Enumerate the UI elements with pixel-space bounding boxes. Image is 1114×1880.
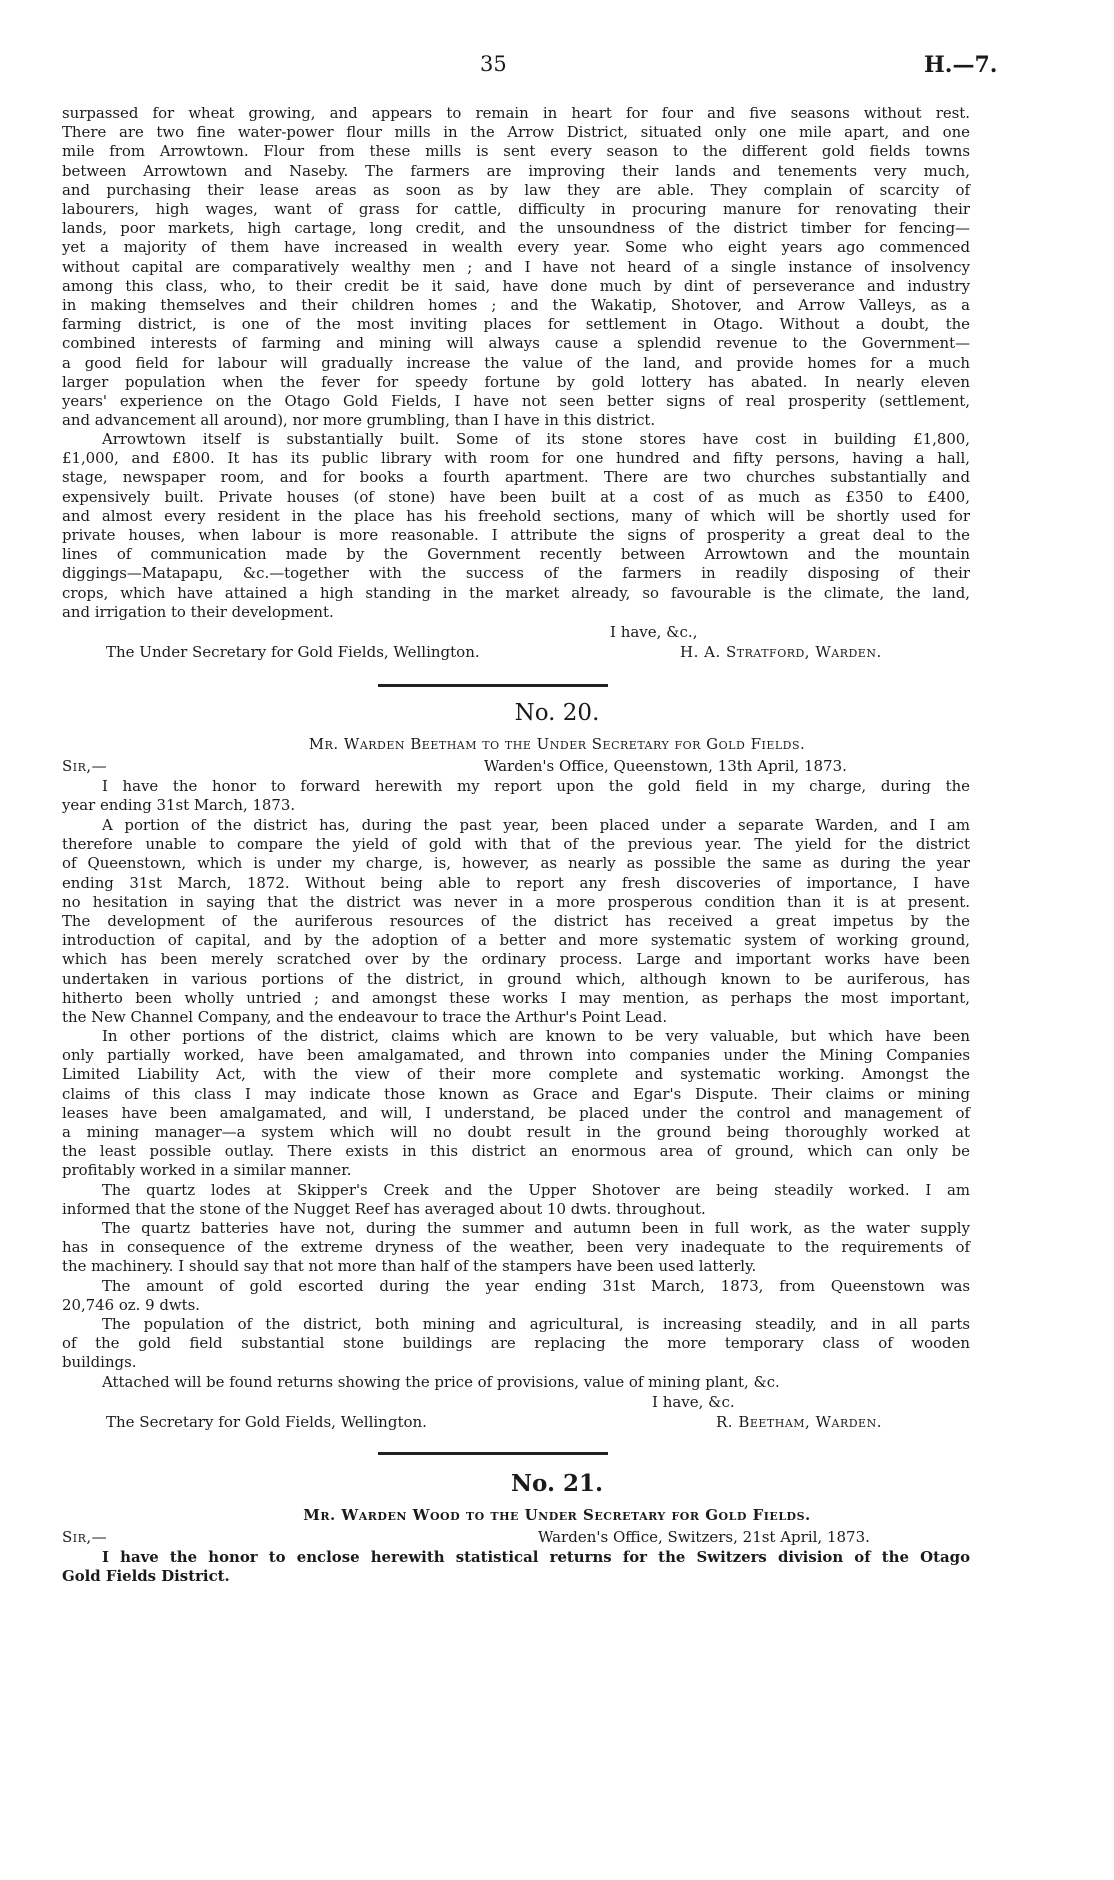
text-line: crops, which have attained a high standing in the market already, so favourable is the climate, the land, [62,583,970,602]
no20-paragraph-6 [62,1277,970,1315]
text-line: mile from Arrowtown. Flour from these mills is sent every season to the different gold fields towns [62,142,970,161]
no20-paragraph-5 [62,1219,970,1277]
text-line: labourers, high wages, want of grass for cattle, difficulty in procuring manure for renovating their [62,200,970,219]
text-line: yet a majority of them have increased in wealth every year. Some who eight years ago commenced [62,238,970,257]
text-line: I have the honor to forward herewith my report upon the gold field in my charge, during the [102,777,970,795]
text-line: private houses, when labour is more reasonable. I attribute the signs of prosperity a great deal to the [62,526,970,545]
text-line: The amount of gold escorted during the year ending 31st March, 1873, from Queenstown was [102,1277,970,1295]
text-line: a mining manager—a system which will no doubt result in the ground being thoroughly worked at [62,1123,970,1142]
salutation: Sir,— [62,1528,108,1546]
text-line: ending 31st March, 1872. Without being able to report any fresh discoveries of importance, I have [62,873,970,892]
text-line: farming district, is one of the most inviting places for settlement in Otago. Without a doubt, the [62,315,970,334]
text-line: and irrigation to their development. [62,602,334,621]
text-line: the machinery. I should say that not more than half of the stampers have been used latterly. [62,1257,757,1276]
text-line: Attached will be found returns showing the price of provisions, value of mining plant, &c. [102,1373,780,1391]
text-line: of the gold field substantial stone buildings are replacing the more temporary class of wooden [62,1334,970,1353]
text-line: therefore unable to compare the yield of gold with that of the previous year. The yield for the district [62,835,970,854]
no20-paragraph-7 [62,1315,970,1373]
text-line: years' experience on the Otago Gold Fields, I have not seen better signs of real prosperity (settlement, [62,392,970,411]
text-line: lines of communication made by the Government recently between Arrowtown and the mountain [62,545,970,564]
letter-heading: No. 21. [511,1470,603,1497]
section-divider [378,1452,608,1455]
signatory: R. Beetham, Warden. [716,1413,882,1431]
text-line: Arrowtown itself is substantially built. Some of its stone stores have cost in building £1,800, [102,430,970,448]
text-line: introduction of capital, and by the adoption of a better and more systematic system of working ground, [62,931,970,950]
addressee: The Secretary for Gold Fields, Wellington. [106,1413,427,1431]
text-line: I have the honor to enclose herewith statistical returns for the Switzers division of the Otago [102,1548,970,1566]
text-line: expensively built. Private houses (of stone) have been built at a cost of as much as £350 to £400, [62,487,970,506]
text-line: £1,000, and £800. It has its public library with room for one hundred and fifty persons, having a hall, [62,449,970,468]
text-line: profitably worked in a similar manner. [62,1161,352,1180]
intro-paragraph [62,104,970,430]
addressee: The Under Secretary for Gold Fields, Wellington. [106,643,480,661]
text-line: larger population when the fever for speedy fortune by gold lottery has abated. In nearly eleven [62,372,970,391]
text-line: between Arrowtown and Naseby. The farmers are improving their lands and tenements very much, [62,161,970,180]
text-line: In other portions of the district, claims which are known to be very valuable, but which have been [102,1027,970,1045]
no20-paragraph-3 [62,1027,970,1181]
text-line: buildings. [62,1353,137,1372]
text-line: The quartz lodes at Skipper's Creek and the Upper Shotover are being steadily worked. I am [102,1181,970,1199]
page-number: 35 [480,52,507,76]
arrowtown-paragraph [62,430,970,622]
sign-off: I have, &c. [652,1393,735,1411]
letter-subheading: Mr. Warden Wood to the Under Secretary for Gold Fields. [303,1506,811,1524]
section-divider [378,684,608,687]
text-line: stage, newspaper room, and for books a fourth apartment. There are two churches substantially and [62,468,970,487]
letter-heading: No. 20. [514,700,600,726]
office-date: Warden's Office, Switzers, 21st April, 1873. [538,1528,870,1546]
letter-subheading: Mr. Warden Beetham to the Under Secretary for Gold Fields. [308,735,806,753]
text-line: of Queenstown, which is under my charge, is, however, as nearly as possible the same as during the year [62,854,970,873]
text-line: and almost every resident in the place has his freehold sections, many of which will be shortly used for [62,506,970,525]
text-line: without capital are comparatively wealthy men ; and I have not heard of a single instance of insolvency [62,257,970,276]
text-line: informed that the stone of the Nugget Reef has averaged about 10 dwts. throughout. [62,1200,706,1219]
text-line: The development of the auriferous resources of the district has received a great impetus by the [62,912,970,931]
text-line: leases have been amalgamated, and will, I understand, be placed under the control and management of [62,1103,970,1122]
text-line: Limited Liability Act, with the view of their more complete and systematic working. Amongst the [62,1065,970,1084]
signatory: H. A. Stratford, Warden. [680,643,882,661]
text-line: among this class, who, to their credit be it said, have done much by dint of perseverance and industry [62,276,970,295]
text-line: The population of the district, both mining and agricultural, is increasing steadily, and in all parts [102,1315,970,1333]
text-line: and advancement all around), nor more grumbling, than I have in this district. [62,411,656,430]
text-line: lands, poor markets, high cartage, long credit, and the unsoundness of the district timber for fencing— [62,219,970,238]
no21-paragraph-1 [62,1548,970,1586]
office-date: Warden's Office, Queenstown, 13th April, 1873. [484,757,847,775]
text-line: a good field for labour will gradually increase the value of the land, and provide homes for a much [62,353,970,372]
text-line: year ending 31st March, 1873. [62,796,296,815]
text-line: The quartz batteries have not, during the summer and autumn been in full work, as the water supply [102,1219,970,1237]
text-line: in making themselves and their children homes ; and the Wakatip, Shotover, and Arrow Valleys, as a [62,296,970,315]
no20-paragraph-4 [62,1181,970,1219]
no20-paragraph-1 [62,777,970,815]
text-line: and purchasing their lease areas as soon as by law they are able. They complain of scarcity of [62,180,970,199]
text-line: claims of this class I may indicate those known as Grace and Egar's Dispute. Their claims or mining [62,1084,970,1103]
text-line: 20,746 oz. 9 dwts. [62,1296,200,1315]
text-line: no hesitation in saying that the district was never in a more prosperous condition than it is at present. [62,892,970,911]
text-line: diggings—Matapapu, &c.—together with the success of the farmers in readily disposing of their [62,564,970,583]
salutation: Sir,— [62,757,108,775]
text-line: the New Channel Company, and the endeavour to trace the Arthur's Point Lead. [62,1008,668,1027]
text-line: combined interests of farming and mining will always cause a splendid revenue to the Government— [62,334,970,353]
session-reference: H.—7. [924,52,998,78]
text-line: undertaken in various portions of the district, in ground which, although known to be auriferous, has [62,969,970,988]
sign-off: I have, &c., [610,623,698,641]
text-line: hitherto been wholly untried ; and amongst these works I may mention, as perhaps the most important, [62,988,970,1007]
no20-paragraph-2 [62,816,970,1027]
text-line: has in consequence of the extreme dryness of the weather, been very inadequate to the requirements of [62,1238,970,1257]
text-line: surpassed for wheat growing, and appears to remain in heart for four and five seasons without rest. [62,104,970,122]
no20-paragraph-8 [62,1373,970,1392]
text-line: which has been merely scratched over by the ordinary process. Large and important works have been [62,950,970,969]
text-line: Gold Fields District. [62,1567,230,1586]
text-line: only partially worked, have been amalgamated, and thrown into companies under the Mining Companies [62,1046,970,1065]
text-line: the least possible outlay. There exists in this district an enormous area of ground, which can only be [62,1142,970,1161]
text-line: There are two fine water-power flour mills in the Arrow District, situated only one mile apart, and one [62,123,970,142]
text-line: A portion of the district has, during the past year, been placed under a separate Warden, and I am [102,816,970,834]
